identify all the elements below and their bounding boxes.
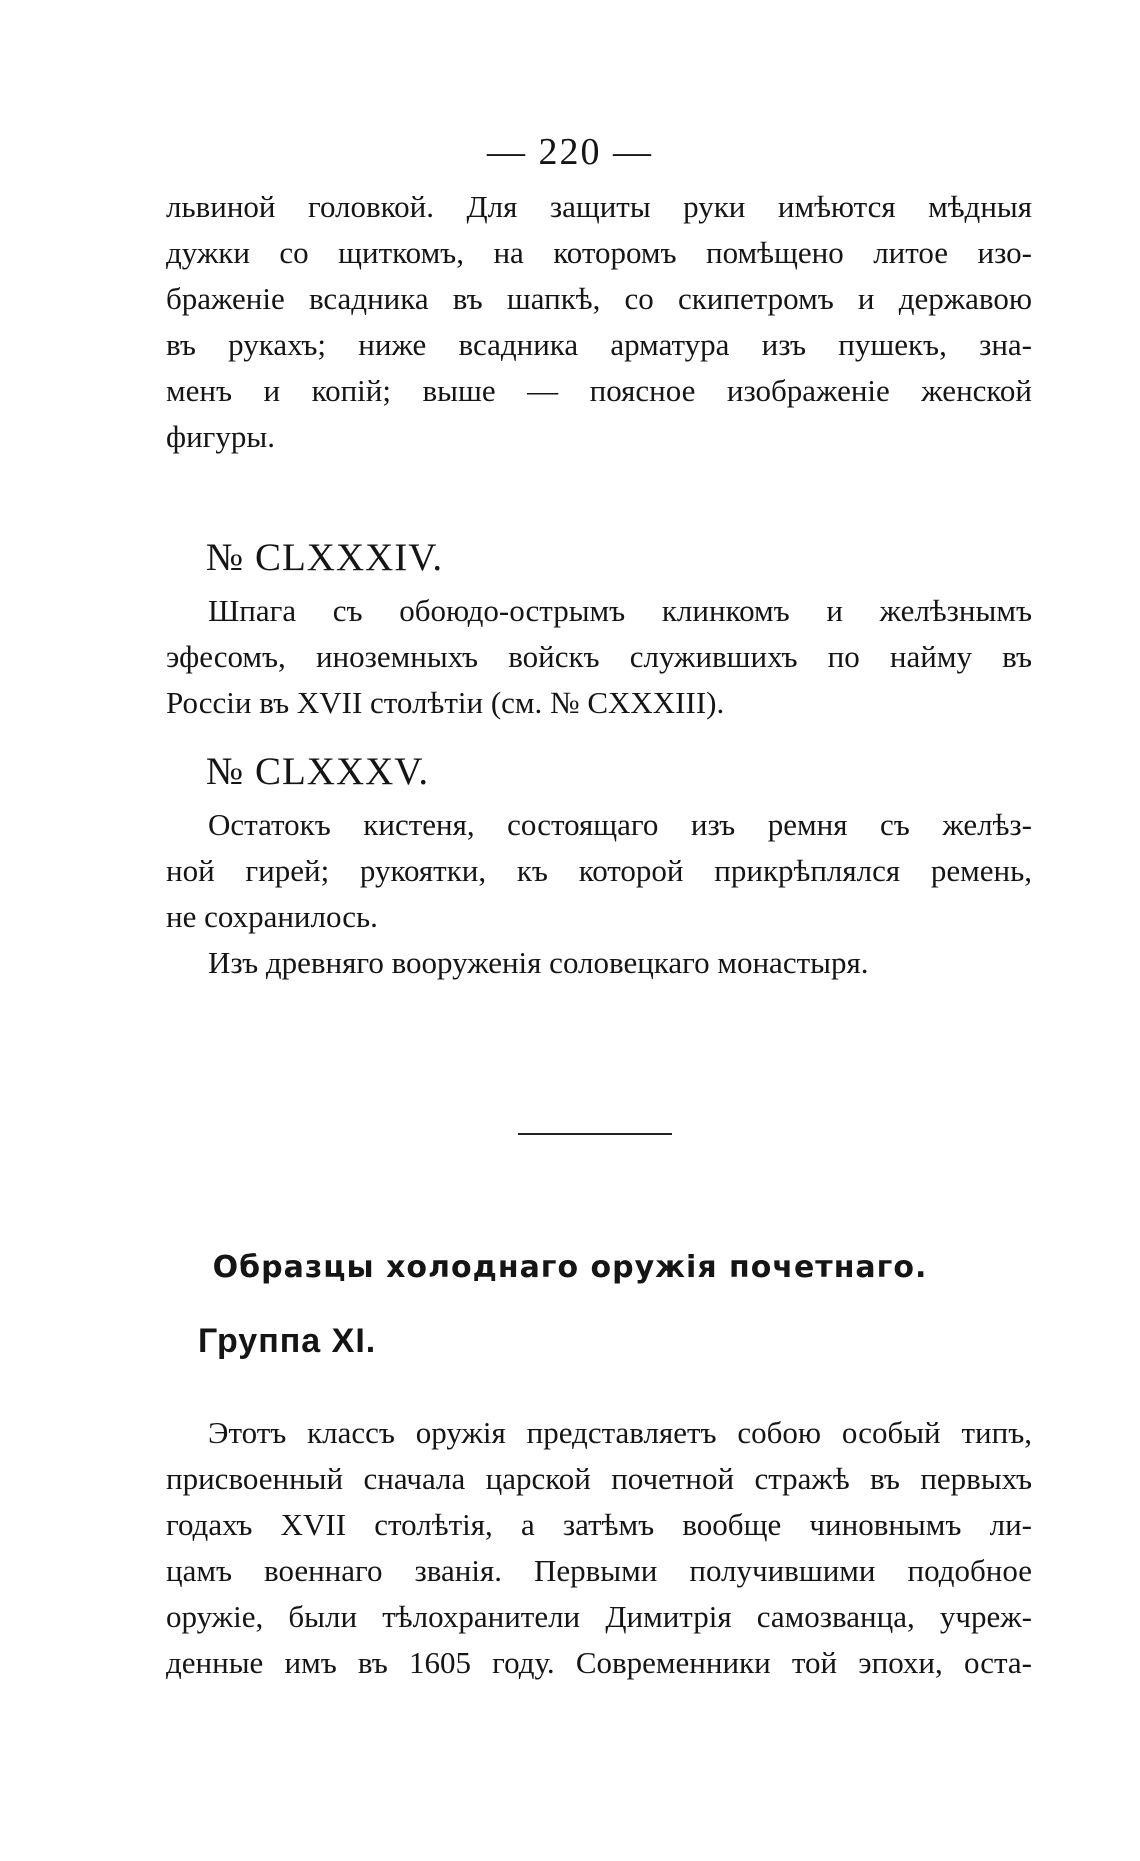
entry-heading: № CLXXXV. (206, 750, 430, 793)
text-line: годахъ XVII столѣтія, а затѣмъ вообще чиновнымъ ли- (166, 1507, 1032, 1542)
section-title: Образцы холоднаго оружія почетнаго. (212, 1250, 928, 1285)
page-number: — 220 — (487, 131, 653, 173)
catalog-entry-185 (166, 742, 1032, 986)
text-line: менъ и копій; выше — поясное изображеніе женской (166, 373, 1032, 408)
text-line: Этотъ классъ оружія представляетъ собою особый типъ, (208, 1415, 1032, 1450)
text-line: Шпага съ обоюдо-острымъ клинкомъ и желѣзнымъ (208, 593, 1032, 628)
text-line: браженіе всадника въ шапкѣ, со скипетромъ и державою (166, 281, 1032, 316)
group-paragraph (166, 1410, 1032, 1686)
text-line: дужки со щиткомъ, на которомъ помѣщено литое изо- (166, 235, 1032, 270)
group-heading: Группа XI. (198, 1322, 377, 1360)
text-line: львиной головкой. Для защиты руки имѣются мѣдныя (166, 189, 1032, 224)
text-line: эфесомъ, иноземныхъ войскъ служившихъ по найму въ (166, 639, 1032, 674)
text-line: цамъ военнаго званія. Первыми получившими подобное (166, 1553, 1032, 1588)
intro-paragraph (166, 184, 1032, 460)
text-line: фигуры. (166, 419, 275, 454)
text-line: присвоенный сначала царской почетной стражѣ въ первыхъ (166, 1461, 1032, 1496)
entry-note: Изъ древняго вооруженія соловецкаго монастыря. (208, 945, 869, 980)
section-divider (518, 1133, 672, 1135)
catalog-entry-184 (166, 528, 1032, 726)
text-line: оружіе, были тѣлохранители Димитрія самозванца, учреж- (166, 1599, 1032, 1634)
entry-heading: № CLXXXIV. (206, 536, 444, 579)
text-line: не сохранилось. (166, 899, 378, 934)
text-line: денные имъ въ 1605 году. Современники той эпохи, оста- (166, 1645, 1032, 1680)
text-line: Остатокъ кистеня, состоящаго изъ ремня съ желѣз- (208, 807, 1032, 842)
text-line: Россіи въ XVII столѣтіи (см. № CXXXIII). (166, 685, 725, 720)
text-line: ной гирей; рукоятки, къ которой прикрѣплялся ремень, (166, 853, 1032, 888)
text-line: въ рукахъ; ниже всадника арматура изъ пушекъ, зна- (166, 327, 1032, 362)
